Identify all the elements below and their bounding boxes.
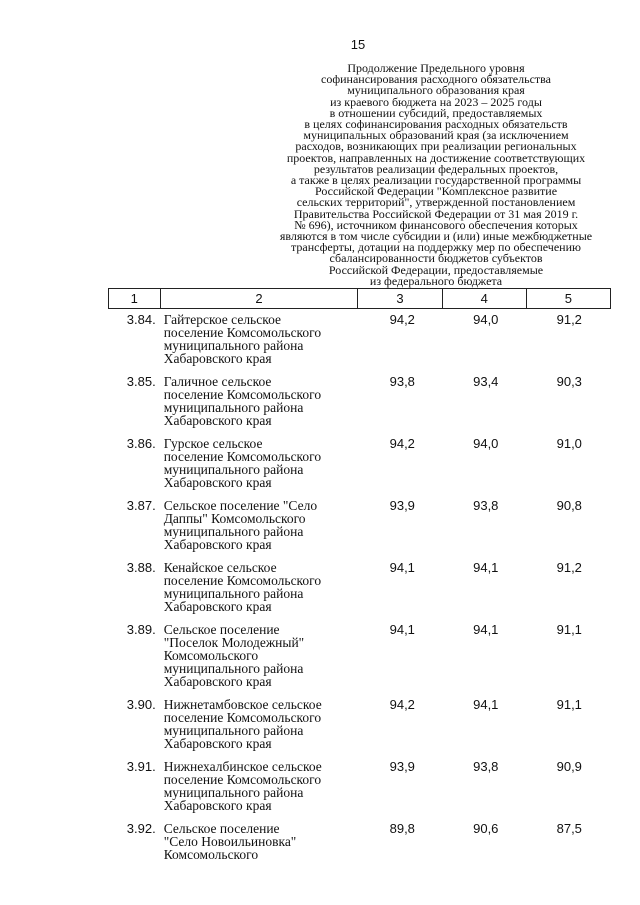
municipality-name [160, 375, 361, 427]
municipality-name-line: Хабаровского края [163, 537, 272, 552]
value-cell-4: 94,0 [473, 312, 499, 327]
caption-line: проектов, направленных на достижение соответствующих [286, 150, 586, 165]
municipality-name-line: муниципального района [163, 462, 304, 477]
municipality-name [160, 822, 361, 861]
value-cell-3: 94,2 [389, 312, 415, 327]
table-row [108, 623, 611, 688]
value-cell-3: 94,2 [389, 436, 415, 451]
caption-line: являются в том числе субсидии и (или) иные межбюджетные [279, 229, 593, 244]
municipality-name-line: Даппы" Комсомольского [163, 511, 306, 526]
municipality-name-line: Хабаровского края [163, 736, 272, 751]
value-cell-4: 94,0 [473, 436, 499, 451]
value-cell-3: 94,1 [389, 560, 415, 575]
municipality-name-line: муниципального района [163, 338, 304, 353]
municipality-name-line: поселение Комсомольского [163, 710, 322, 725]
municipality-name-line: муниципального района [163, 661, 304, 676]
caption-line: в отношении субсидий, предоставляемых [329, 105, 543, 120]
table-row [108, 561, 611, 613]
value-cell-5: 90,3 [556, 374, 582, 389]
municipality-name-line: Хабаровского края [163, 599, 272, 614]
value-cell-4: 93,4 [473, 374, 499, 389]
value-cell-5: 87,5 [556, 821, 582, 836]
municipality-name [160, 437, 361, 489]
caption-line: муниципальных образований края (за исключением [303, 128, 569, 143]
table-row [108, 313, 611, 365]
value-cell-5: 91,0 [556, 436, 582, 451]
table-row [108, 760, 611, 812]
caption-line: из краевого бюджета на 2023 – 2025 годы [330, 94, 542, 109]
table-row [108, 375, 611, 427]
value-cell-4: 94,1 [473, 560, 499, 575]
column-header-5: 5 [526, 289, 610, 309]
caption-line: Правительства Российской Федерации от 31 мая 2019 г. [293, 206, 579, 221]
row-number: 3.87. [126, 498, 156, 513]
table-row [108, 698, 611, 750]
municipality-name-line: Галичное сельское [163, 374, 272, 389]
caption-line: сельских территорий", утвержденной постановлением [296, 195, 576, 210]
municipality-name-line: поселение Комсомольского [163, 387, 322, 402]
municipality-name-line: Комсомольского [163, 648, 259, 663]
caption-line: результатов реализации федеральных проектов, [313, 161, 559, 176]
municipality-name [160, 623, 361, 688]
municipality-name [160, 313, 361, 365]
municipality-name-line: Хабаровского края [163, 798, 272, 813]
value-cell-4: 94,1 [473, 622, 499, 637]
municipality-name-line: поселение Комсомольского [163, 772, 322, 787]
caption-line: Российской Федерации, предоставляемые [328, 262, 544, 277]
municipality-name [160, 561, 361, 613]
value-cell-5: 90,9 [556, 759, 582, 774]
municipality-name-line: Нижнетамбовское сельское [163, 697, 322, 712]
column-header-1: 1 [109, 289, 161, 309]
row-number: 3.91. [126, 759, 156, 774]
value-cell-3: 94,1 [389, 622, 415, 637]
municipality-name-line: Кенайское сельское [163, 560, 277, 575]
municipality-name-line: муниципального района [163, 723, 304, 738]
caption-line: трансферты, дотации на поддержку мер по обеспечению [291, 240, 581, 255]
municipality-name-line: Хабаровского края [163, 475, 272, 490]
value-cell-3: 93,9 [389, 759, 415, 774]
table-body [108, 313, 611, 861]
municipality-name-line: Хабаровского края [163, 351, 272, 366]
value-cell-3: 94,2 [389, 697, 415, 712]
municipality-name [160, 698, 361, 750]
municipality-name-line: поселение Комсомольского [163, 449, 322, 464]
column-header-3: 3 [358, 289, 442, 309]
caption-line: а также в целях реализации государственной программы [290, 173, 582, 188]
table-row [108, 499, 611, 551]
municipality-name-line: муниципального района [163, 785, 304, 800]
caption-line: из федерального бюджета [369, 273, 503, 288]
row-number: 3.85. [126, 374, 156, 389]
caption-line: расходов, возникающих при реализации региональных [295, 139, 577, 154]
caption-line: Продолжение Предельного уровня [347, 61, 525, 75]
value-cell-4: 90,6 [473, 821, 499, 836]
value-cell-4: 94,1 [473, 697, 499, 712]
municipality-name-line: Комсомольского [163, 847, 259, 862]
caption-line: № 696), источником финансового обеспечения которых [294, 217, 578, 232]
caption-line: сбалансированности бюджетов субъектов [329, 251, 543, 266]
municipality-name-line: муниципального района [163, 400, 304, 415]
value-cell-5: 91,1 [556, 622, 582, 637]
municipality-name [160, 760, 361, 812]
municipality-name [160, 499, 361, 551]
row-number: 3.92. [126, 821, 156, 836]
municipality-name-line: Сельское поселение "Село [163, 498, 318, 513]
row-number: 3.86. [126, 436, 156, 451]
municipality-name-line: Гурское сельское [163, 436, 263, 451]
municipality-name-line: муниципального района [163, 586, 304, 601]
caption-line: Российской Федерации "Комплексное развитие [314, 184, 558, 199]
row-number: 3.90. [126, 697, 156, 712]
row-number: 3.88. [126, 560, 156, 575]
row-number: 3.89. [126, 622, 156, 637]
value-cell-5: 91,2 [556, 312, 582, 327]
value-cell-4: 93,8 [473, 498, 499, 513]
municipality-name-line: Сельское поселение [163, 821, 280, 836]
municipality-name-line: Нижнехалбинское сельское [163, 759, 322, 774]
municipality-name-line: Сельское поселение [163, 622, 280, 637]
column-header-2: 2 [160, 289, 358, 309]
value-cell-3: 93,8 [389, 374, 415, 389]
value-cell-5: 90,8 [556, 498, 582, 513]
page-number: 15 [350, 37, 366, 52]
municipality-name-line: Хабаровского края [163, 413, 272, 428]
table-header [108, 288, 611, 309]
municipality-name-line: "Поселок Молодежный" [163, 635, 305, 650]
table-row [108, 822, 611, 861]
document-caption [250, 63, 622, 287]
municipality-name-line: поселение Комсомольского [163, 325, 322, 340]
caption-line: софинансирования расходного обязательства [321, 72, 551, 87]
value-cell-3: 89,8 [389, 821, 415, 836]
municipality-name-line: поселение Комсомольского [163, 573, 322, 588]
column-header-4: 4 [442, 289, 526, 309]
municipality-name-line: муниципального района [163, 524, 304, 539]
value-cell-3: 93,9 [389, 498, 415, 513]
value-cell-5: 91,2 [556, 560, 582, 575]
municipality-name-line: "Село Новоильиновка" [163, 834, 297, 849]
row-number: 3.84. [126, 312, 156, 327]
value-cell-5: 91,1 [556, 697, 582, 712]
table-row [108, 437, 611, 489]
value-cell-4: 93,8 [473, 759, 499, 774]
municipality-name-line: Гайтерское сельское [163, 312, 281, 327]
caption-line: муниципального образования края [347, 83, 525, 98]
caption-line: в целях софинансирования расходных обязательств [304, 117, 568, 132]
municipality-name-line: Хабаровского края [163, 674, 272, 689]
